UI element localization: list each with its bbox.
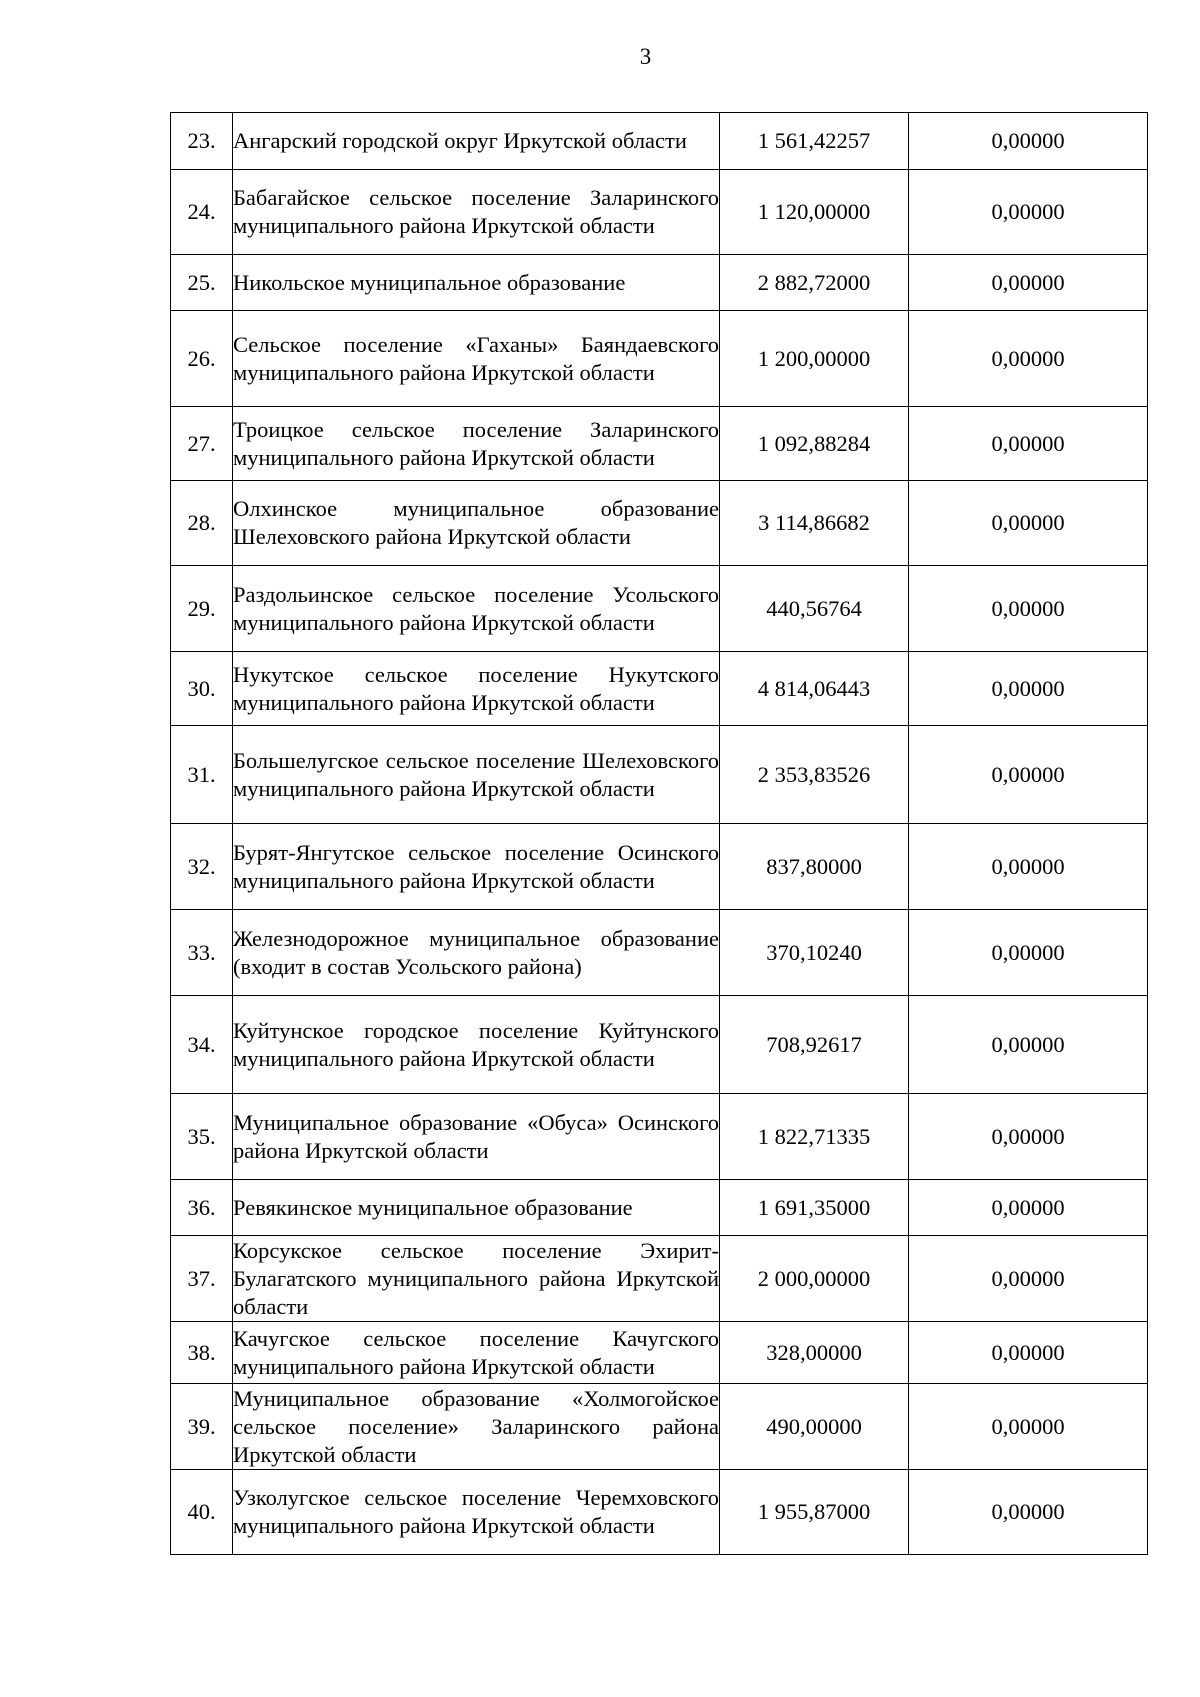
amount-value: 1 822,71335 xyxy=(720,1094,909,1180)
row-number: 29. xyxy=(171,566,233,652)
amount-value: 2 882,72000 xyxy=(720,255,909,311)
amount-value: 4 814,06443 xyxy=(720,652,909,726)
row-number: 33. xyxy=(171,910,233,996)
second-value: 0,00000 xyxy=(909,113,1148,170)
row-number: 40. xyxy=(171,1470,233,1555)
row-number: 30. xyxy=(171,652,233,726)
table-row xyxy=(171,652,1148,726)
amount-value: 1 092,88284 xyxy=(720,407,909,481)
table-row xyxy=(171,481,1148,566)
municipality-name: Троицкое сельское поселение Заларинского муниципального района Иркутской области xyxy=(233,407,720,481)
municipality-name: Корсукское сельское поселение Эхирит-Булагатского муниципального района Иркутской области xyxy=(233,1236,720,1322)
amount-value: 708,92617 xyxy=(720,996,909,1094)
municipality-name: Раздольинское сельское поселение Усольского муниципального района Иркутской области xyxy=(233,566,720,652)
municipality-name: Качугское сельское поселение Качугского муниципального района Иркутской области xyxy=(233,1322,720,1384)
second-value: 0,00000 xyxy=(909,1384,1148,1470)
municipality-name: Олхинское муниципальное образование Шелеховского района Иркутской области xyxy=(233,481,720,566)
municipality-name: Куйтунское городское поселение Куйтунского муниципального района Иркутской области xyxy=(233,996,720,1094)
second-value: 0,00000 xyxy=(909,996,1148,1094)
table-row xyxy=(171,170,1148,255)
table-row xyxy=(171,113,1148,170)
amount-value: 1 200,00000 xyxy=(720,311,909,407)
municipality-name: Бабагайское сельское поселение Заларинского муниципального района Иркутской области xyxy=(233,170,720,255)
row-number: 35. xyxy=(171,1094,233,1180)
municipality-name: Нукутское сельское поселение Нукутского муниципального района Иркутской области xyxy=(233,652,720,726)
allocation-table xyxy=(170,112,1148,1555)
row-number: 26. xyxy=(171,311,233,407)
row-number: 28. xyxy=(171,481,233,566)
municipality-name: Узколугское сельское поселение Черемховского муниципального района Иркутской области xyxy=(233,1470,720,1555)
table-row xyxy=(171,1470,1148,1555)
amount-value: 1 120,00000 xyxy=(720,170,909,255)
table-row xyxy=(171,1094,1148,1180)
amount-value: 837,80000 xyxy=(720,824,909,910)
second-value: 0,00000 xyxy=(909,1322,1148,1384)
table-row xyxy=(171,407,1148,481)
municipality-name: Муниципальное образование «Обуса» Осинского района Иркутской области xyxy=(233,1094,720,1180)
second-value: 0,00000 xyxy=(909,170,1148,255)
amount-value: 3 114,86682 xyxy=(720,481,909,566)
row-number: 39. xyxy=(171,1384,233,1470)
second-value: 0,00000 xyxy=(909,255,1148,311)
table-row xyxy=(171,1384,1148,1470)
table-row xyxy=(171,910,1148,996)
row-number: 24. xyxy=(171,170,233,255)
amount-value: 2 000,00000 xyxy=(720,1236,909,1322)
municipality-name: Бурят-Янгутское сельское поселение Осинского муниципального района Иркутской области xyxy=(233,824,720,910)
second-value: 0,00000 xyxy=(909,1236,1148,1322)
amount-value: 370,10240 xyxy=(720,910,909,996)
second-value: 0,00000 xyxy=(909,1470,1148,1555)
second-value: 0,00000 xyxy=(909,726,1148,824)
table-row xyxy=(171,1180,1148,1236)
row-number: 34. xyxy=(171,996,233,1094)
amount-value: 1 691,35000 xyxy=(720,1180,909,1236)
second-value: 0,00000 xyxy=(909,824,1148,910)
amount-value: 1 561,42257 xyxy=(720,113,909,170)
row-number: 23. xyxy=(171,113,233,170)
municipality-name: Ревякинское муниципальное образование xyxy=(233,1180,720,1236)
row-number: 25. xyxy=(171,255,233,311)
table-row xyxy=(171,311,1148,407)
second-value: 0,00000 xyxy=(909,652,1148,726)
amount-value: 440,56764 xyxy=(720,566,909,652)
row-number: 36. xyxy=(171,1180,233,1236)
row-number: 32. xyxy=(171,824,233,910)
table-row xyxy=(171,824,1148,910)
amount-value: 328,00000 xyxy=(720,1322,909,1384)
row-number: 37. xyxy=(171,1236,233,1322)
second-value: 0,00000 xyxy=(909,566,1148,652)
table-row xyxy=(171,255,1148,311)
second-value: 0,00000 xyxy=(909,407,1148,481)
second-value: 0,00000 xyxy=(909,311,1148,407)
municipality-name: Железнодорожное муниципальное образование (входит в состав Усольского района) xyxy=(233,910,720,996)
table-row xyxy=(171,566,1148,652)
row-number: 31. xyxy=(171,726,233,824)
municipality-name: Муниципальное образование «Холмогойское сельское поселение» Заларинского района Иркутской области xyxy=(233,1384,720,1470)
amount-value: 1 955,87000 xyxy=(720,1470,909,1555)
amount-value: 490,00000 xyxy=(720,1384,909,1470)
amount-value: 2 353,83526 xyxy=(720,726,909,824)
municipality-name: Сельское поселение «Гаханы» Баяндаевского муниципального района Иркутской области xyxy=(233,311,720,407)
table-row xyxy=(171,726,1148,824)
second-value: 0,00000 xyxy=(909,910,1148,996)
second-value: 0,00000 xyxy=(909,1094,1148,1180)
table-row xyxy=(171,996,1148,1094)
row-number: 38. xyxy=(171,1322,233,1384)
second-value: 0,00000 xyxy=(909,481,1148,566)
table-row xyxy=(171,1322,1148,1384)
row-number: 27. xyxy=(171,407,233,481)
municipality-name: Ангарский городской округ Иркутской области xyxy=(233,113,720,170)
table-row xyxy=(171,1236,1148,1322)
page-number: 3 xyxy=(639,44,652,69)
municipality-name: Никольское муниципальное образование xyxy=(233,255,720,311)
municipality-name: Большелугское сельское поселение Шелеховского муниципального района Иркутской области xyxy=(233,726,720,824)
second-value: 0,00000 xyxy=(909,1180,1148,1236)
